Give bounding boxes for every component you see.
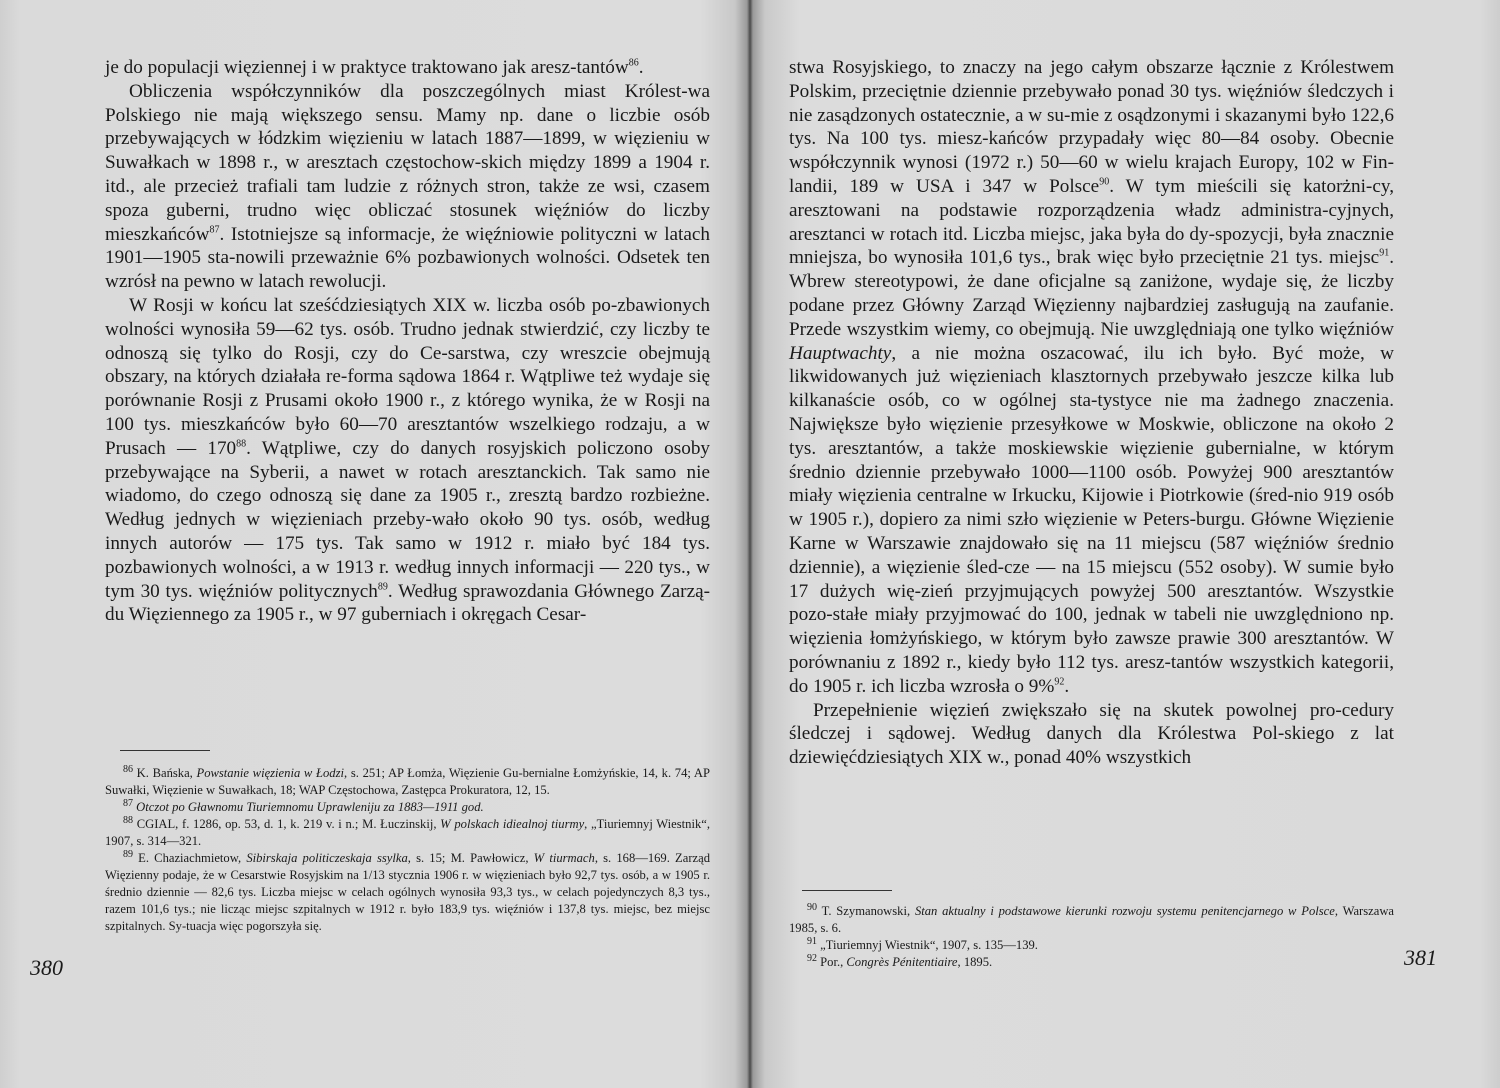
- footnote: [105, 799, 710, 816]
- footnote-ref: 89: [123, 848, 133, 860]
- text-run: , Warszawa 1985, s. 6.: [789, 904, 1395, 935]
- text-run: . Wątpliwe, czy do danych rosyjskich policzono osoby przebywające na Syberii, a nawet w rotach aresztanckich. Tak samo nie wiadomo, do czego odnoszą się dane za 1905 r., zresztą bardzo rozbieżne. Według jednych w więzieniach przeby-wało około 90 tys. osób, według innych autorów — 175 tys. Tak samo w 1912 r. miało być 184 tys. pozbawionych wolności, a w 1913 r. według innych informacji — 220 tys., w tym 30 tys. więźniów politycznych: [105, 437, 711, 602]
- text-run: E. Chaziachmietow,: [133, 851, 247, 865]
- text-run: CGIAL, f. 1286, op. 53, d. 1, k. 219 v. i n.; M. Łuczinskij,: [133, 817, 441, 831]
- text-run: W tiurmach: [533, 851, 595, 865]
- footnote-ref: 87: [123, 797, 133, 809]
- right-footnote-rule: [802, 890, 892, 891]
- footnote-ref: 90: [1099, 176, 1110, 188]
- text-run: , s. 168—169. Zarząd Więzienny podaje, że w Cesarstwie Rosyjskim na 1/13 stycznia 1906 r. w więzieniach było 92,7 tys. osób, a w 1905 r. średnio dziennie — 82,6 tys. Liczba miejsc w celach ogólnych wynosiła 93,3 tys., w celach pojedynczych 8,3 tys., razem 101,6 tys.; nie licząc miejsc szpitalnych w 1912 r. było 183,9 tys. więźniów i 137,8 tys. miejsc, bez miejsc szpitalnych. Sy-tuacja więc pogorszyła się.: [105, 851, 710, 933]
- text-run: T. Szymanowski,: [817, 904, 915, 918]
- footnote: [105, 816, 710, 850]
- right-footnotes: [789, 903, 1394, 971]
- text-run: Powstanie więzienia w Łodzi: [196, 766, 345, 780]
- text-run: „Tiuriemnyj Wiestnik“, 1907, s. 135—139.: [817, 938, 1038, 952]
- text-run: . W tym mieścili się katorżni-cy, aresztowani na podstawie rozporządzenia władz administra-cyjnych, aresztanci w rotach itd. Liczba miejsc, jaka była do dy-spozycji, była znacznie mniejsza, bo wynosiła 101,6 tys., brak więc było przeciętnie 21 tys. miejsc: [789, 175, 1394, 269]
- footnote: [789, 937, 1394, 954]
- right-page-number: 381: [1404, 945, 1437, 970]
- paragraph: [789, 56, 1394, 699]
- paragraph: [105, 294, 710, 627]
- footnote-ref: 91: [1379, 247, 1390, 259]
- footnote-ref: 87: [209, 224, 220, 236]
- footnote-ref: 91: [807, 935, 817, 947]
- text-run: , „Tiuriemnyj Wiestnik“, 1907, s. 314—321.: [105, 817, 710, 848]
- text-run: Otczot po Gławnomu Tiuriemnomu Uprawleniju za 1883—1911 god.: [136, 800, 484, 814]
- left-body-text: [105, 56, 710, 627]
- footnote: [105, 765, 710, 799]
- footnote-ref: 88: [123, 814, 133, 826]
- text-run: . Istotniejsze są informacje, że więźniowie polityczni w latach 1901—1905 sta-nowili przeważnie 6% pozbawionych wolności. Odsetek ten wzrósł na pewno w latach rewolucji.: [105, 223, 710, 293]
- footnote-ref: 86: [123, 763, 133, 775]
- footnote: [789, 903, 1394, 937]
- text-run: .: [1064, 675, 1070, 697]
- text-run: . Według sprawozdania Głównego Zarzą-du Więziennego za 1905 r., w 97 guberniach i okręgach Cesar-: [105, 580, 710, 626]
- footnote-ref: 92: [807, 952, 817, 964]
- text-run: Obliczenia współczynników dla poszczególnych miast Królest-wa Polskiego nie mają większego sensu. Mamy np. dane o liczbie osób przebywających w łódzkim więzieniu w latach 1887—1899, w więzieniu w Suwałkach w 1898 r., w aresztach częstochow-skich między 1899 a 1904 r. itd., ale przecież trafiali tam ludzie z różnych stron, także ze wsi, czasem spoza guberni, trudno więc obliczać stosunek więźniów do liczby mieszkańców: [105, 80, 710, 245]
- text-run: Sibirskaja politiczeskaja ssylka: [246, 851, 408, 865]
- text-run: Hauptwachty: [789, 342, 892, 364]
- text-run: Por.,: [817, 955, 847, 969]
- left-page: [0, 0, 748, 1088]
- text-run: Stan aktualny i podstawowe kierunki rozwoju systemu penitencjarnego w Polsce: [914, 904, 1335, 918]
- text-run: . Wbrew stereotypowi, że dane oficjalne są zaniżone, wydaje się, że liczby podane przez Główny Zarząd Więzienny najbardziej zasługują na zaufanie. Przede wszystkim wiemy, co obejmują. Nie uwzględniają one tylko więźniów: [789, 247, 1394, 340]
- right-body-text: [789, 56, 1394, 770]
- footnote-ref: 86: [628, 57, 639, 69]
- left-page-number: 380: [30, 955, 63, 980]
- text-run: stwa Rosyjskiego, to znaczy na jego całym obszarze łącznie z Królestwem Polskim, przeciętnie dziennie przebywało ponad 30 tys. więźniów śledczych i nie zasądzonych ostatecznie, a w su-mie z osądzonymi i skazanymi było 122,6 tys. Na 100 tys. miesz-kańców przypadały więc 80—84 osoby. Obecnie współczynnik wynosi (1972 r.) 50—60 w wielu krajach Europy, 102 w Fin-landii, 189 w USA i 347 w Polsce: [789, 57, 1394, 197]
- text-run: W polskach idiealnoj tiurmy: [440, 817, 585, 831]
- text-run: , s. 15; M. Pawłowicz,: [407, 851, 534, 865]
- left-footnote-rule: [120, 750, 210, 751]
- paragraph: [105, 80, 710, 294]
- paragraph: [105, 56, 710, 80]
- left-footnotes: [105, 765, 710, 935]
- footnote-ref: 89: [377, 581, 388, 593]
- footnote: [105, 850, 710, 935]
- paragraph: [789, 699, 1394, 770]
- text-run: , s. 251; AP Łomża, Więzienie Gu-bernialne Łomżyńskie, 14, k. 74; AP Suwałki, Więzienie w Suwałkach, 18; WAP Częstochowa, Zastępca Prokuratora, 12, 15.: [105, 766, 710, 797]
- text-run: Congrès Pénitentiaire: [846, 955, 958, 969]
- text-run: , 1895.: [957, 955, 993, 969]
- footnote-ref: 92: [1054, 676, 1065, 688]
- text-run: Przepełnienie więzień zwiększało się na skutek powolnej pro-cedury śledczej i sądowej. Według danych dla Królestwa Pol-skiego z lat dziewięćdziesiątych XIX w., ponad 40% wszystkich: [789, 699, 1394, 769]
- right-page: [752, 0, 1500, 1088]
- text-run: je do populacji więziennej i w praktyce traktowano jak aresz-tantów: [105, 57, 629, 78]
- footnote-ref: 90: [807, 901, 817, 913]
- footnote-ref: 88: [236, 438, 247, 450]
- text-run: K. Bańska,: [133, 766, 197, 780]
- footnote: [789, 954, 1394, 971]
- text-run: W Rosji w końcu lat sześćdziesiątych XIX w. liczba osób po-zbawionych wolności wynosiła 59—62 tys. osób. Trudno jednak stwierdzić, czy liczby te odnoszą się tylko do Rosji, czy do Ce-sarstwa, czy wreszcie obejmują obszary, na których działała re-forma sądowa 1864 r. Wątpliwe też wydaje się porównanie Rosji z Prusami około 1900 r., z którego wynika, że w Rosji na 100 tys. mieszkańców było 60—70 aresztantów wszelkiego rodzaju, a w Prusach — 170: [105, 294, 710, 459]
- text-run: .: [638, 57, 644, 78]
- text-run: , a nie można oszacować, ilu ich było. Być może, w likwidowanych już więzieniach klasztornych przebywało jeszcze kilka lub kilkanaście osób, co w ogólnej sta-tystyce nie ma żadnego znaczenia. Największe było więzienie przesyłkowe w Moskwie, obliczone na około 2 tys. aresztantów, a także moskiewskie więzienie gubernialne, w którym średnio dziennie przebywało 1000—1100 osób. Powyżej 900 aresztantów miały więzienia centralne w Irkucku, Kijowie i Piotrkowie (śred-nio 919 osób w 1905 r.), dopiero za nimi szło więzienie w Peters-burgu. Główne Więzienie Karne w Warszawie znajdowało się na 11 miejscu (587 więźniów średnio dziennie), a więzienie śled-cze — na 15 miejscu (552 osoby). W sumie było 17 dużych wię-zień przyjmujących powyżej 500 aresztantów. Wszystkie pozo-stałe miały przyjmować do 100, jednak w tabeli nie uwzględniono np. więzienia łomżyńskiego, w którym było zawsze prawie 300 aresztantów. W porównaniu z 1892 r., kiedy było 112 tys. aresz-tantów wszystkich kategorii, do 1905 r. ich liczba wzrosła o 9%: [789, 342, 1394, 697]
